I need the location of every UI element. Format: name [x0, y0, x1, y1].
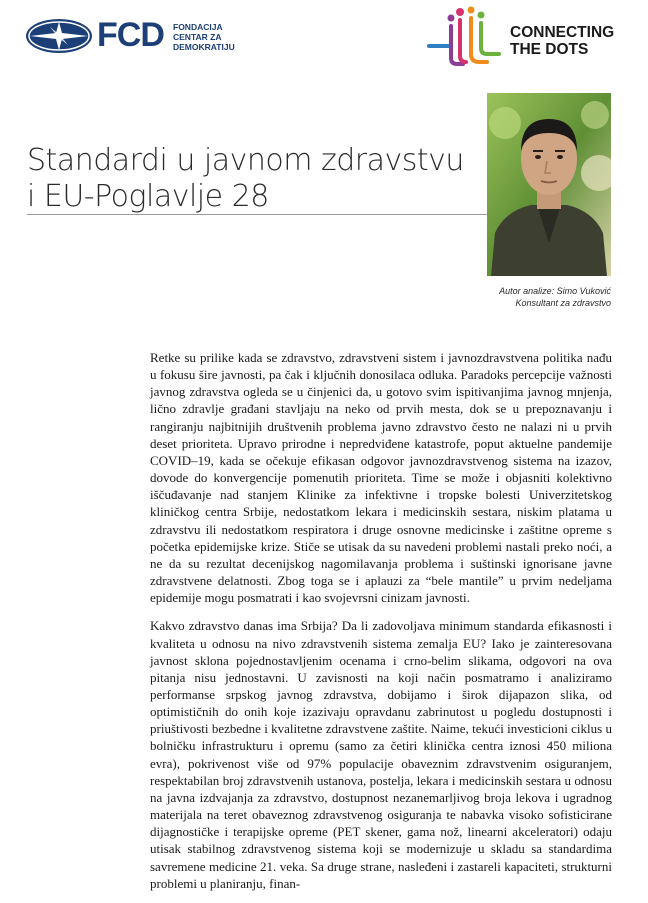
compass-star-icon — [26, 19, 92, 53]
author-caption — [470, 285, 611, 309]
article-body — [150, 349, 612, 903]
fcd-logo-line: DEMOKRATIJU — [173, 42, 235, 52]
ctd-logo-line: THE DOTS — [510, 41, 589, 58]
page-title — [27, 143, 467, 215]
author-portrait-photo — [487, 93, 611, 276]
body-paragraph: Retke su prilike kada se zdravstvo, zdravstveni sistem i javnozdravstvena politika nađu u fokusu šire javnosti, pa čak i ključnih donosilaca odluka. Paradoks percepcije važnosti javnog zdravstva ogleda se u činjenici da, u gotovo svim ispitivanjima javnog mnjenja, lično zdravlje građani stavljaju na neko od prvih mesta, dok se u prepoznavanju i rangiranju najbitnijih društvenih problema javno zdravstvo često ne nalazi ni u prvih deset prioriteta. Upravo prirodne i nepredviđene katastrofe, poput aktuelne pandemije COVID–19, kada se očekuje efikasan odgovor javnozdravstvenog sistema na izazov, dovode do konvergencije pomenutih prioriteta. Time se može i objasniti kolektivno iščuđavanje nad stanjem Klinike za infektivne i tropske bolesti Univerzitetskog kliničkog centra Srbije, nedostatkom lekara i medicinskih sestara, niskim platama u zdravstvu ili nedostatkom respiratora i druge osnovne medicinske i zaštitne opreme s početka epidemijske krize. Stiče se utisak da su navedeni problemi nastali preko noći, a ne da su rezultat decenijskog nagomilavanja problema i suštinski ignorisane javne zdravstvene delatnosti. Zbog toga se i aplauzi za “bele mantile” u prvim nedeljama epidemije mogu posmatrati i kao svojevrsni cinizam javnosti. — [150, 350, 612, 606]
ctd-logo-line: CONNECTING — [510, 24, 615, 41]
title-divider — [27, 214, 487, 215]
fcd-logo-line: FONDACIJA — [173, 22, 223, 32]
body-paragraph: Kakvo zdravstvo danas ima Srbija? Da li zadovoljava minimum standarda efikasnosti i kvaliteta u odnosu na nivo zdravstvenih sistema zemalja EU? Iako je zainteresovana javnost sklona pojednostavljenim ocenama i crno-belim slikama, odgovori na ova pitanja nisu jednostavni. U zavisnosti na koji način posmatramo i analiziramo performanse srpskog javnog zdravstva, dobijamo i širok dijapazon slika, od optimističnih do onih koje izazivaju opravdanu zabrinutost u pogledu dostupnosti i priuštivosti bezbedne i kvalitetne zdravstvene zaštite. Naime, tekući investicioni ciklus u bolničku infrastrukturu i opremu (samo za četiri klinička centra iznosi 450 miliona evra), pokrivenost više od 97% populacije obaveznim zdravstvenim osiguranjem, respektabilan broj zdravstvenih ustanova, postelja, lekara i medicinskih sestara u odnosu na javna izdvajanja za zdravstvo, dostupnost nezanemarljivog broja lekova i ugradnog materijala na teret obaveznog zdravstvenog osiguranja te nabavka visoko sofisticirane dijagnostičke i terapijske opreme (PET skener, gama nož, linearni akceleratori) odaju utisak stabilnog zdravstvenog sistema koji se modernizuje u skladu sa standardima savremene medicine 21. veka. Sa druge strane, nasleđeni i zastareli kapaciteti, strukturni problemi u planiranju, finan- — [150, 618, 612, 891]
fcd-logo — [26, 16, 256, 56]
connecting-the-dots-logo — [427, 6, 627, 68]
fcd-logo-subtitle — [173, 22, 235, 52]
author-name: Autor analize: Simo Vuković — [499, 286, 611, 296]
fcd-logo-word: FCD — [97, 16, 164, 54]
title-line: Standardi u javnom zdravstvu — [27, 143, 464, 178]
title-line: i EU-Poglavlje 28 — [27, 179, 269, 214]
author-role: Konsultant za zdravstvo — [515, 298, 611, 308]
fcd-logo-line: CENTAR ZA — [173, 32, 222, 42]
connecting-dots-figures-icon — [427, 6, 509, 68]
connecting-the-dots-wordmark — [510, 24, 614, 58]
